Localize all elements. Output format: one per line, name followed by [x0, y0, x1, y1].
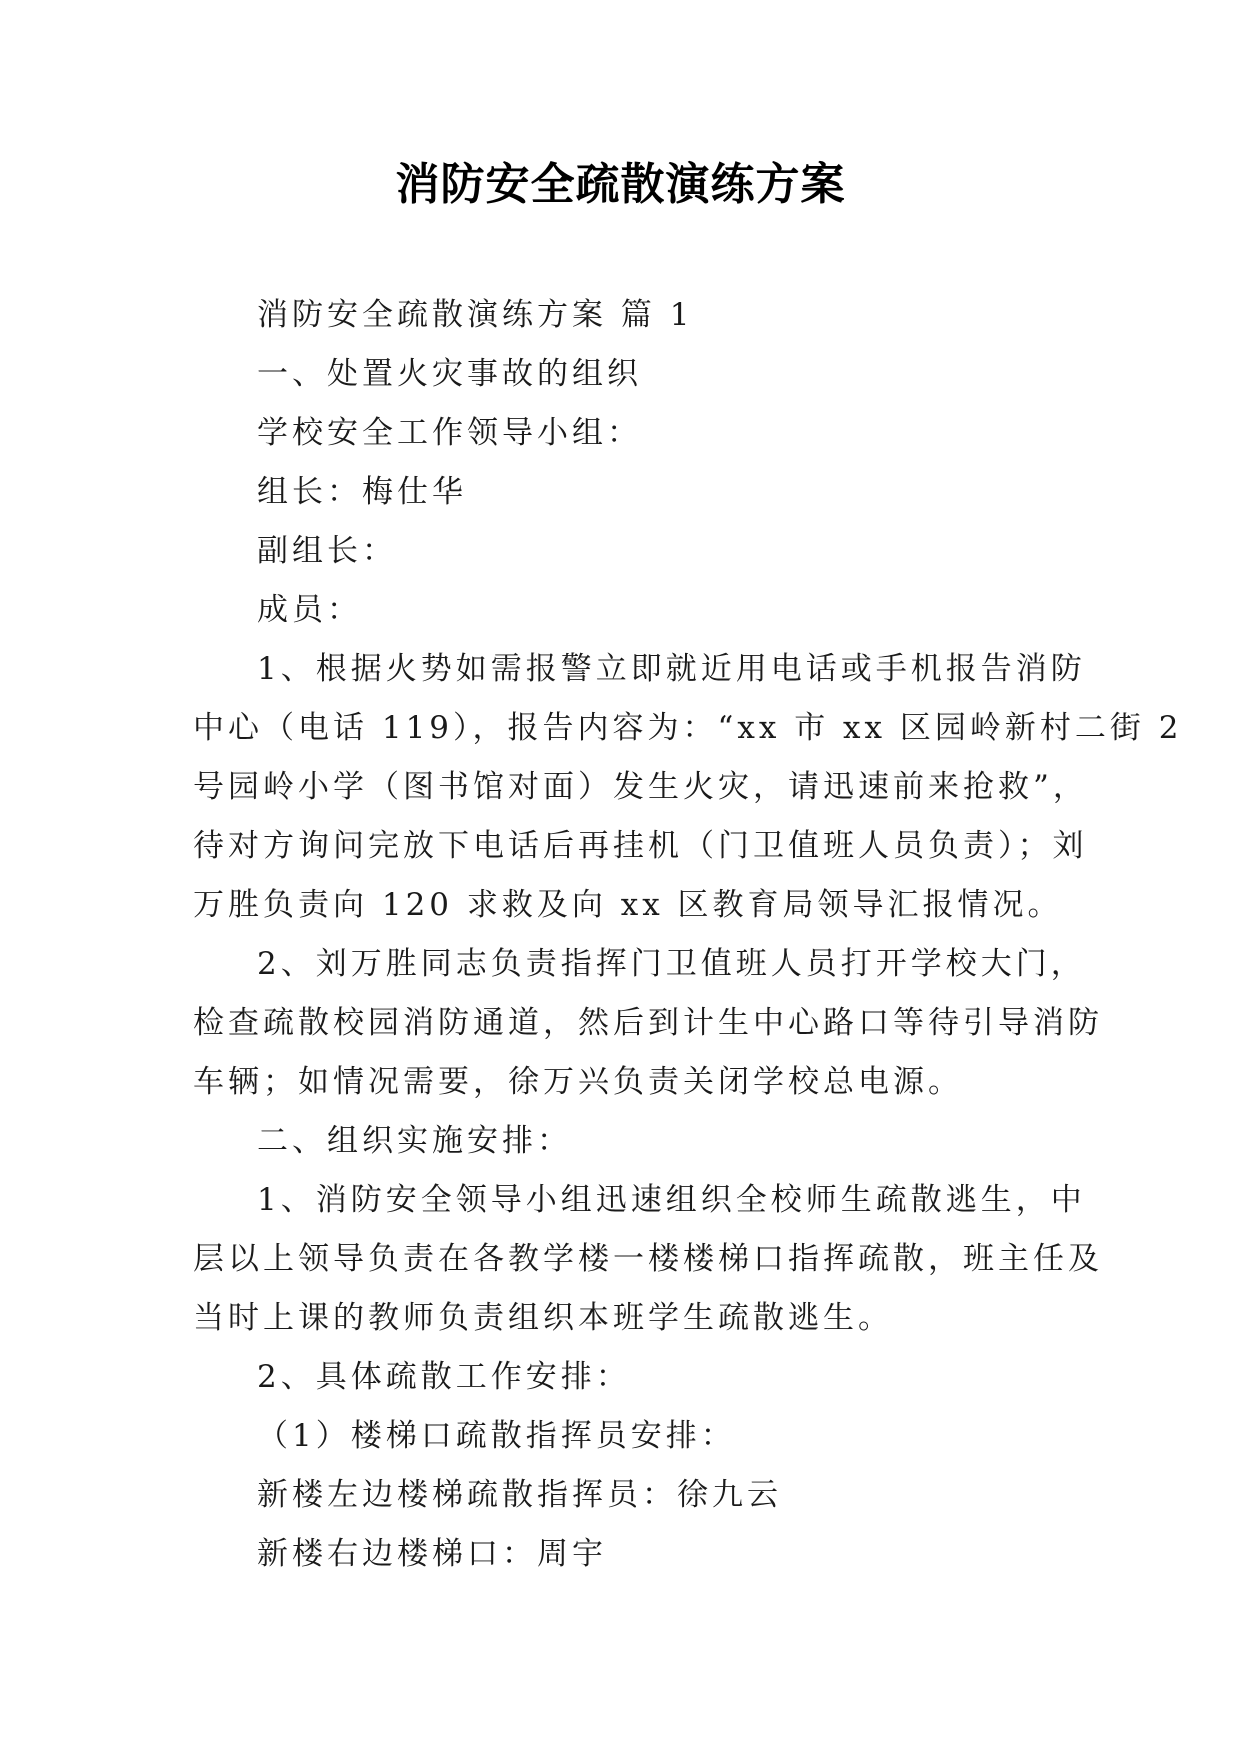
paragraph-line: 成员： [257, 592, 362, 628]
subheading: 二、组织实施安排： [257, 1123, 572, 1159]
paragraph-line: 新楼左边楼梯疏散指挥员：徐九云 [257, 1477, 782, 1513]
paragraph-line: 万胜负责向 120 求救及向 xx 区教育局领导汇报情况。 [193, 887, 1063, 923]
paragraph-line: （1）楼梯口疏散指挥员安排： [257, 1418, 736, 1454]
paragraph-line: 2、刘万胜同志负责指挥门卫值班人员打开学校大门， [257, 946, 1086, 982]
paragraph-line: 副组长： [257, 533, 397, 569]
paragraph-line: 车辆；如情况需要，徐万兴负责关闭学校总电源。 [193, 1064, 963, 1100]
paragraph-line: 1、根据火势如需报警立即就近用电话或手机报告消防 [257, 651, 1086, 687]
paragraph-line: 中心（电话 119），报告内容为：“xx 市 xx 区园岭新村二街 2 [193, 710, 1183, 746]
document-title: 消防安全疏散演练方案 [395, 159, 846, 210]
paragraph-line: 号园岭小学（图书馆对面）发生火灾，请迅速前来抢救”， [193, 769, 1088, 805]
paragraph-line: 组长：梅仕华 [257, 474, 467, 510]
paragraph-line: 2、具体疏散工作安排： [257, 1359, 631, 1395]
paragraph-line: 待对方询问完放下电话后再挂机（门卫值班人员负责）；刘 [193, 828, 1088, 864]
paragraph-line: 检查疏散校园消防通道，然后到计生中心路口等待引导消防 [193, 1005, 1103, 1041]
paragraph-line: 学校安全工作领导小组： [257, 415, 642, 451]
subheading: 一、处置火灾事故的组织 [257, 356, 642, 392]
section-heading: 消防安全疏散演练方案 篇 1 [257, 297, 694, 333]
paragraph-line: 当时上课的教师负责组织本班学生疏散逃生。 [193, 1300, 893, 1336]
document-body [193, 286, 1183, 1584]
paragraph-line: 新楼右边楼梯口：周宇 [257, 1536, 607, 1572]
paragraph-line: 层以上领导负责在各教学楼一楼楼梯口指挥疏散，班主任及 [193, 1241, 1103, 1277]
paragraph-line: 1、消防安全领导小组迅速组织全校师生疏散逃生，中 [257, 1182, 1086, 1218]
